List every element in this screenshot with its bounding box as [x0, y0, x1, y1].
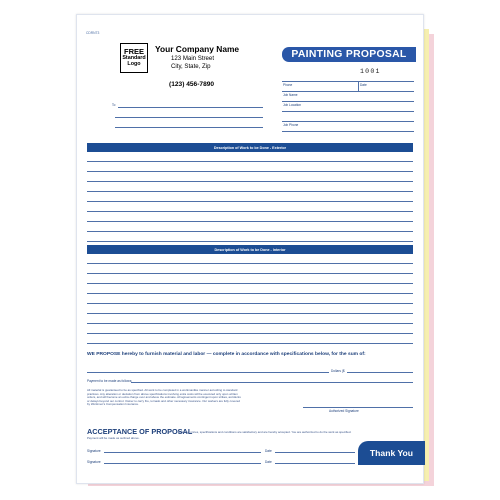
exterior-line[interactable] [87, 241, 413, 242]
acceptance-subtext: Payment will be made as outlined above. [87, 436, 140, 440]
interior-line[interactable] [87, 303, 413, 304]
acceptance-title: ACCEPTANCE OF PROPOSAL [87, 427, 193, 436]
exterior-line[interactable] [87, 211, 413, 212]
phone-date-line[interactable] [282, 91, 414, 92]
phone-label: Phone [283, 82, 293, 87]
terms-fine-print: All material is guaranteed to be as specified. All work to be completed in a workmanlike manner according to standard practices. Any alteration or deviation from above specifications involving extra costs will be executed only upon written orders, and will become an extra charge over and above the estimate. All agreements contingent upon strikes, accidents or delays beyond our control. Owner to carry fire, tornado and other necessary insurance. Our workers are fully covered by Workmen's Compensation Insurance. [87, 388, 241, 407]
exterior-line[interactable] [87, 201, 413, 202]
exterior-line[interactable] [87, 161, 413, 162]
acceptance-text: The above prices, specifications and conditions are satisfactory and are hereby accepted. You are authorized to do the work as specified. [176, 430, 352, 434]
company-logo [120, 43, 148, 73]
company-city: City, State, Zip [171, 63, 211, 70]
to-line-1[interactable] [118, 107, 263, 108]
interior-line[interactable] [87, 263, 413, 264]
logo-line-2: Standard [122, 55, 146, 62]
interior-line[interactable] [87, 313, 413, 314]
authorized-signature-line[interactable] [303, 407, 413, 408]
job-location-line-1[interactable] [282, 111, 414, 112]
phone-date-divider [358, 81, 359, 91]
signature-label-1: Signature [87, 448, 101, 453]
payment-line[interactable] [131, 382, 413, 383]
signature-line-1[interactable] [104, 452, 261, 453]
info-top-line [282, 81, 414, 82]
payment-label: Payment to be made as follows: [87, 378, 133, 383]
job-location-label: Job Location [283, 102, 302, 107]
exterior-line[interactable] [87, 181, 413, 182]
to-label: To [112, 103, 116, 107]
to-line-3[interactable] [115, 127, 263, 128]
date-label: Date [360, 82, 367, 87]
exterior-line[interactable] [87, 191, 413, 192]
interior-line[interactable] [87, 283, 413, 284]
company-name: Your Company Name [155, 44, 240, 54]
job-phone-label: Job Phone [283, 122, 299, 127]
date-line-1[interactable] [275, 452, 355, 453]
company-street: 123 Main Street [171, 55, 215, 62]
authorized-signature-label: Authorized Signature [329, 409, 359, 413]
sum-line[interactable] [87, 372, 329, 373]
job-phone-line[interactable] [282, 131, 414, 132]
form-title-banner: PAINTING PROPOSAL [282, 47, 416, 62]
company-phone: (123) 456-7890 [169, 81, 215, 88]
exterior-line[interactable] [87, 221, 413, 222]
thank-you-tab: Thank You [358, 441, 425, 465]
job-name-line[interactable] [282, 101, 414, 102]
interior-line[interactable] [87, 273, 413, 274]
exterior-line[interactable] [87, 231, 413, 232]
interior-line[interactable] [87, 333, 413, 334]
propose-statement: WE PROPOSE hereby to furnish material and labor — complete in accordance with specifications below, for the sum of: [87, 352, 366, 357]
job-location-line-2[interactable] [282, 121, 414, 122]
interior-section-header: Description of Work to be Done - Interior [87, 245, 413, 254]
interior-line[interactable] [87, 323, 413, 324]
logo-line-1: FREE [123, 47, 144, 57]
interior-line[interactable] [87, 293, 413, 294]
dollars-label: Dollars ($ [331, 368, 345, 373]
interior-line[interactable] [87, 343, 413, 344]
exterior-line[interactable] [87, 171, 413, 172]
exterior-section-header: Description of Work to be Done - Exterior [87, 143, 413, 152]
to-line-2[interactable] [115, 117, 263, 118]
signature-label-2: Signature [87, 459, 101, 464]
signature-line-2[interactable] [104, 463, 261, 464]
form-code: CDRNT3 [86, 31, 100, 35]
proposal-number: 1001 [360, 68, 381, 75]
proposal-form-page [76, 14, 424, 484]
logo-line-3: Logo [127, 60, 141, 67]
date-line-2[interactable] [275, 463, 355, 464]
date-label-2: Date [265, 459, 272, 464]
job-name-label: Job Name [283, 92, 298, 97]
date-label-1: Date [265, 448, 272, 453]
dollars-amount-line[interactable] [347, 372, 413, 373]
